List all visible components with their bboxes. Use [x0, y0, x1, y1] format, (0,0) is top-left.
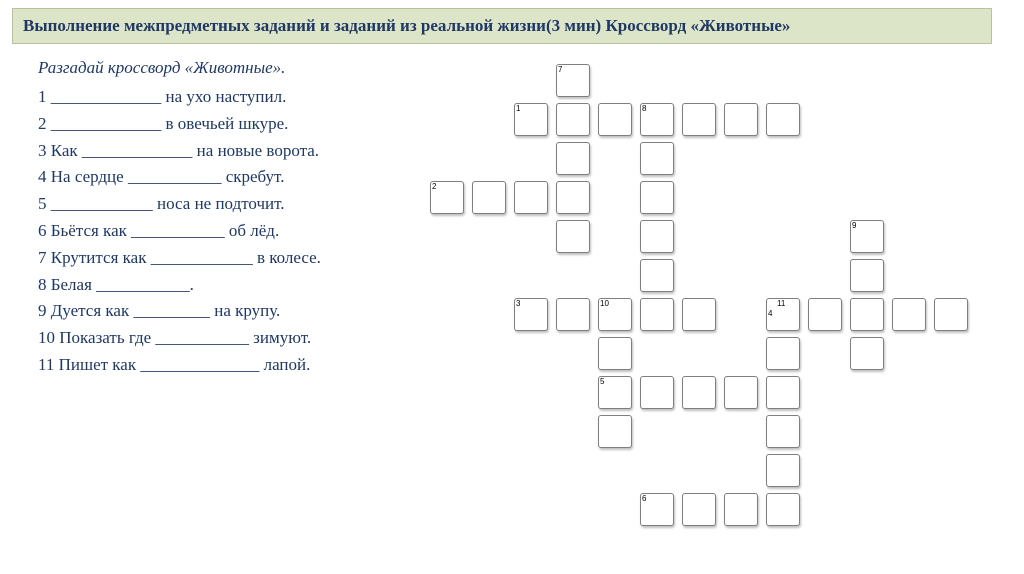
clue-number-1: 1	[516, 104, 521, 113]
crossword-cell[interactable]	[682, 493, 716, 526]
crossword-cell[interactable]	[766, 454, 800, 487]
crossword-cell[interactable]	[640, 142, 674, 175]
crossword-cell[interactable]	[472, 181, 506, 214]
clue-number-11: 11	[777, 299, 786, 308]
page-header	[12, 8, 992, 44]
crossword-cell[interactable]	[640, 298, 674, 331]
crossword-cell[interactable]	[766, 103, 800, 136]
clue-number-6: 6	[642, 494, 647, 503]
clue-1: 1 _____________ на ухо наступил.	[38, 87, 287, 106]
crossword-cell[interactable]	[598, 415, 632, 448]
crossword-cell[interactable]	[598, 103, 632, 136]
clue-2: 2 _____________ в овечьей шкуре.	[38, 113, 289, 133]
crossword-cell[interactable]	[640, 181, 674, 214]
crossword-cell[interactable]	[766, 415, 800, 448]
clue-7: 7 Крутится как ____________ в колесе.	[38, 247, 321, 267]
clue-3: 3 Как _____________ на новые ворота.	[38, 140, 320, 160]
crossword-cell[interactable]	[514, 181, 548, 214]
crossword-cell[interactable]	[724, 493, 758, 526]
crossword-cell[interactable]	[556, 103, 590, 136]
crossword-cell[interactable]	[850, 298, 884, 331]
clue-number-8: 8	[642, 104, 647, 113]
clue-number-5: 5	[600, 377, 605, 386]
clue-number-2: 2	[432, 182, 437, 191]
crossword-cell[interactable]	[766, 376, 800, 409]
crossword-cell[interactable]	[850, 259, 884, 292]
crossword-cell[interactable]	[640, 259, 674, 292]
clue-list	[38, 58, 418, 379]
crossword-cell[interactable]	[850, 337, 884, 370]
clue-10: 10 Показать где ___________ зимуют.	[38, 328, 312, 348]
crossword-cell[interactable]	[556, 181, 590, 214]
crossword-cell[interactable]	[766, 493, 800, 526]
crossword-cell[interactable]	[724, 103, 758, 136]
clue-number-7: 7	[558, 65, 563, 74]
crossword-cell[interactable]	[556, 142, 590, 175]
clue-8: 8 Белая ___________.	[38, 274, 194, 294]
clue-number-9: 9	[852, 221, 857, 230]
page-title: Выполнение межпредметных заданий и заданий из реальной жизни(3 мин) Кроссворд «Животные»	[23, 16, 791, 35]
clue-6: 6 Бьётся как ___________ об лёд.	[38, 220, 280, 240]
crossword-cell[interactable]	[808, 298, 842, 331]
clue-9: 9 Дуется как _________ на крупу.	[38, 301, 281, 321]
clue-number-3: 3	[516, 299, 521, 308]
crossword-cell[interactable]	[598, 337, 632, 370]
clue-intro: Разгадай кроссворд «Животные».	[38, 58, 286, 77]
crossword-cell[interactable]	[766, 337, 800, 370]
clue-4: 4 На сердце ___________ скребут.	[38, 167, 285, 187]
crossword-cell[interactable]	[934, 298, 968, 331]
crossword-cell[interactable]	[892, 298, 926, 331]
crossword-cell[interactable]	[682, 376, 716, 409]
crossword-cell[interactable]	[682, 298, 716, 331]
crossword-cell[interactable]	[556, 220, 590, 253]
crossword-cell[interactable]	[556, 298, 590, 331]
clue-5: 5 ____________ носа не подточит.	[38, 194, 285, 214]
crossword-cell[interactable]	[724, 376, 758, 409]
crossword-cell[interactable]	[640, 376, 674, 409]
clue-number-4: 4	[768, 309, 773, 318]
clue-11: 11 Пишет как ______________ лапой.	[38, 354, 311, 374]
clue-number-10: 10	[600, 299, 609, 308]
crossword-cell[interactable]	[640, 220, 674, 253]
crossword-cell[interactable]	[682, 103, 716, 136]
